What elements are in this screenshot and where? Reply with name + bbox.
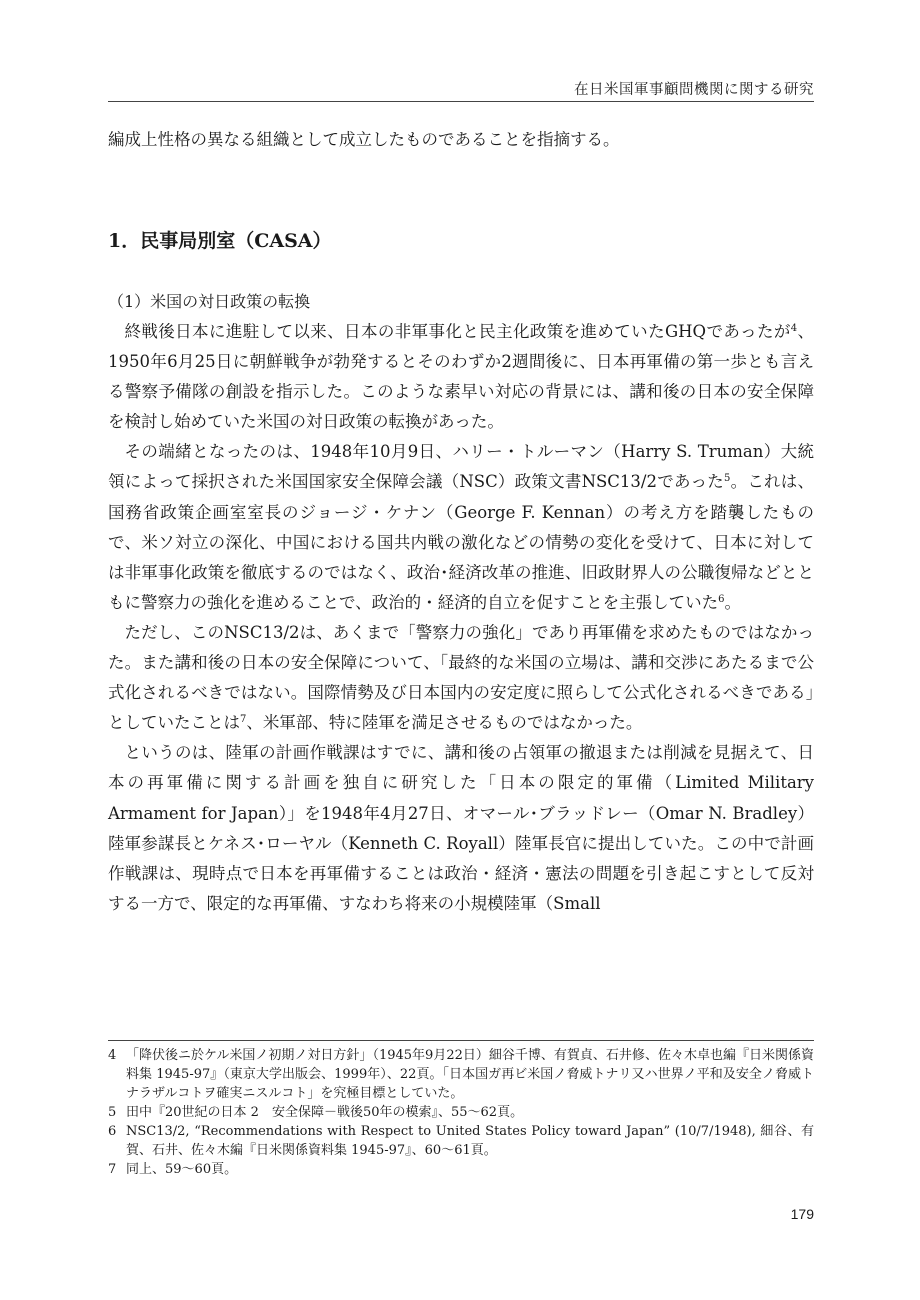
header-rule — [108, 101, 814, 102]
footnote-ref: 7 — [240, 714, 247, 726]
subsection-heading: （1）米国の対日政策の転換 — [108, 292, 311, 311]
footnote-number: 4 — [108, 1048, 117, 1063]
section-heading: 1．民事局別室（CASA） — [108, 230, 332, 252]
footnote-ref: 6 — [718, 593, 725, 605]
footnote-rule — [108, 1040, 814, 1041]
paragraph-4 — [108, 738, 814, 919]
footnote-text: NSC13/2, “Recommendations with Respect to United States Policy toward Japan” (10/7/1948), 細谷、有賀、石井、佐々木編『日米関係資料集 1945-97』、60～61頁。 — [126, 1124, 814, 1158]
footnote-text: 田中『20世紀の日本 2 安全保障－戦後50年の模索』、55～62頁。 — [126, 1105, 524, 1120]
paragraph-text: 。これは、国務省政策企画室室長のジョージ・ケナン（George F. Kennan）の考え方を踏襲したもので、米ソ対立の深化、中国における国共内戦の激化などの情勢の変化を受けて、日本に対しては非軍事化政策を徹底するのではなく、政治･経済改革の推進、旧政財界人の公職復帰などとともに警察力の強化を進めることで、政治的・経済的自立を促すことを主張していた — [108, 472, 815, 612]
running-head: 在日米国軍事顧問機関に関する研究 — [574, 82, 814, 98]
paragraph-text: ただし、このNSC13/2は、あくまで「警察力の強化」であり再軍備を求めたものではなかった。また講和後の日本の安全保障について、「最終的な米国の立場は、講和交渉にあたるまで公式化されるべきではない。国際情勢及び日本国内の安定度に照らして公式化されるべきである」としていたことは — [108, 622, 814, 733]
footnote-ref: 4 — [790, 323, 798, 334]
footnote-ref: 5 — [723, 473, 731, 485]
paragraph-1 — [108, 317, 814, 437]
footnote-6 — [108, 1122, 814, 1160]
footnote-number: 5 — [108, 1105, 117, 1120]
paragraph-text: 。 — [724, 592, 742, 612]
paragraph-2 — [108, 437, 814, 618]
footnote-text: 同上、59～60頁。 — [126, 1162, 238, 1177]
intro-sentence: 編成上性格の異なる組織として成立したものであることを指摘する。 — [108, 130, 620, 149]
paragraph-text: その端緒となったのは、1948年10月9日、ハリー・トルーマン（Harry S. Truman）大統領によって採択された米国国家安全保障会議（NSC）政策文書NSC13/2であった — [108, 442, 814, 492]
paragraph-text: というのは、陸軍の計画作戦課はすでに、講和後の占領軍の撤退または削減を見据えて、日本の再軍備に関する計画を独自に研究した「日本の限定的軍備（Limited Military Armament for Japan）」を1948年4月27日、オマール･ブラッドレー（Omar N. Bradley）陸軍参謀長とケネス･ローヤル（Kenneth C. Royall）陸軍長官に提出していた。この中で計画作戦課は、現時点で日本を再軍備することは政治・経済・憲法の問題を引き起こすとして反対する一方で、限定的な再軍備、すなわち将来の小規模陸軍（Small — [108, 743, 815, 913]
footnote-4 — [108, 1046, 814, 1103]
footnotes — [108, 1046, 814, 1179]
footnote-5 — [108, 1103, 814, 1122]
page-number: 179 — [790, 1206, 814, 1222]
paragraph-text: 、米軍部、特に陸軍を満足させるものではなかった。 — [246, 713, 643, 733]
paragraph-3 — [108, 618, 814, 738]
footnote-7 — [108, 1160, 814, 1179]
paragraph-text: 、1950年6月25日に朝鮮戦争が勃発するとそのわずか2週間後に、日本再軍備の第一歩とも言える警察予備隊の創設を指示した。このような素早い対応の背景には、講和後の日本の安全保障を検討し始めていた米国の対日政策の転換があった。 — [108, 322, 814, 432]
body-text — [108, 317, 814, 919]
footnote-number: 6 — [108, 1124, 117, 1139]
paragraph-text: 終戦後日本に進駐して以来、日本の非軍事化と民主化政策を進めていたGHQであったが — [124, 322, 791, 341]
footnote-number: 7 — [108, 1162, 117, 1177]
footnote-text: 「降伏後ニ於ケル米国ノ初期ノ対日方針」（1945年9月22日）細谷千博、有賀貞、石井修、佐々木卓也編『日米関係資料集 1945-97』（東京大学出版会、1999年）、22頁。「日本国ガ再ビ米国ノ脅威トナリ又ハ世界ノ平和及安全ノ脅威トナラザルコトヲ確実ニスルコト」を究極目標としていた。 — [126, 1048, 814, 1101]
